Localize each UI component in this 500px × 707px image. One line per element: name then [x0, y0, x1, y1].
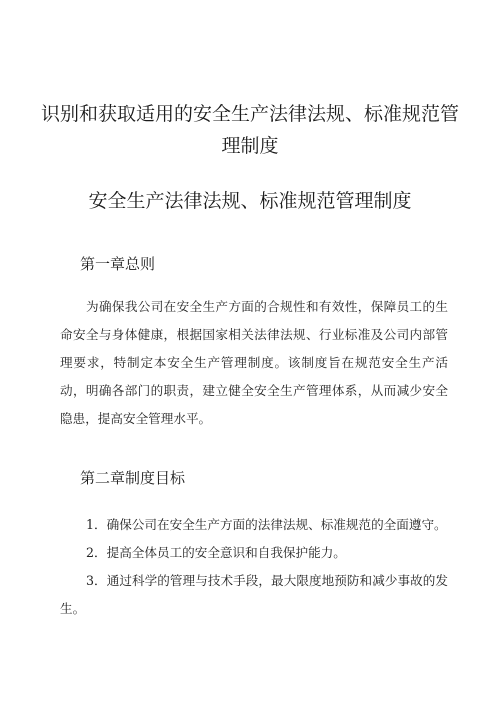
chapter-paragraph: 为确保我公司在安全生产方面的合规性和有效性，保障员工的生命安全与身体健康，根据国家相关法律法规、行业标准及公司内部管理要求，特制定本安全生产管理制度。该制度旨在规范安全生产活动，明确各部门的职责，建立健全安全生产管理体系，从而减少安全隐患，提高安全管理水平。	[60, 299, 448, 426]
chapter-heading-general: 第一章总则	[80, 255, 156, 273]
objective-item: 1．确保公司在安全生产方面的法律法规、标准规范的全面遵守。	[86, 517, 447, 532]
objective-item: 2．提高全体员工的安全意识和自我保护能力。	[86, 545, 346, 560]
chapter-heading-objectives: 第二章制度目标	[80, 469, 186, 487]
objective-item: 3．通过科学的管理与技术手段，最大限度地预防和减少事故的发生。	[60, 573, 448, 616]
document-title: 识别和获取适用的安全生产法律法规、标准规范管理制度	[40, 103, 459, 157]
document-subtitle: 安全生产法律法规、标准规范管理制度	[88, 190, 412, 212]
